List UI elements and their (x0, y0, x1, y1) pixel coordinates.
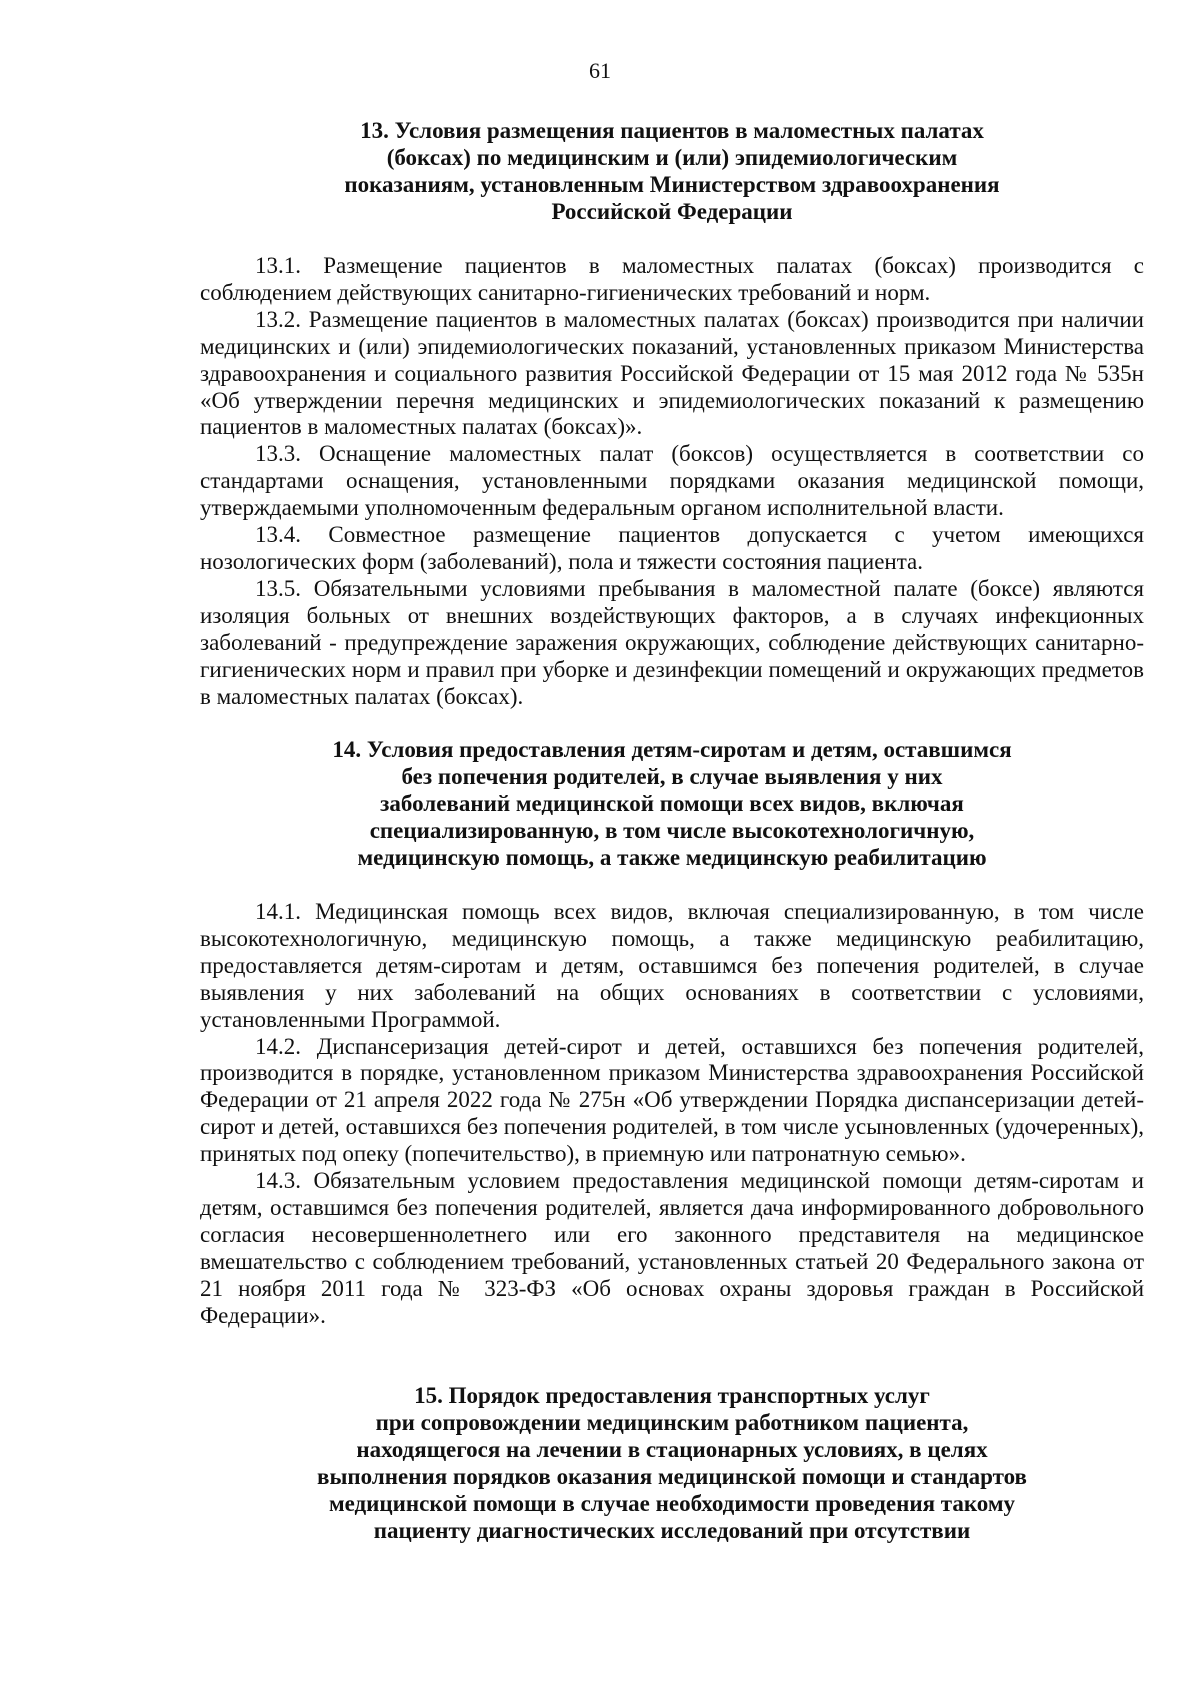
title-line: Российской Федерации (551, 198, 793, 224)
paragraph-13-3: 13.3. Оснащение маломестных палат (боксов) осуществляется в соответствии со стандартами оснащения, установленными порядками оказания медицинской помощи, утверждаемыми уполномоченным федеральным органом исполнительной власти. (200, 441, 1144, 521)
title-line: 15. Порядок предоставления транспортных услуг (414, 1383, 930, 1408)
title-line: пациенту диагностических исследований при отсутствии (373, 1517, 971, 1543)
title-line: медицинскую помощь, а также медицинскую реабилитацию (357, 844, 987, 870)
section-14-title (200, 737, 1144, 872)
page-number: 61 (589, 58, 611, 83)
paragraph-14-1: 14.1. Медицинская помощь всех видов, включая специализированную, в том числе высокотехнологичную, медицинскую помощь, а также медицинскую реабилитацию, предоставляется детям-сиротам и детям, оставшимся без попечения родителей, в случае выявления у них заболеваний на общих основаниях в соответствии с условиями, установленными Программой. (200, 899, 1144, 1032)
paragraph-13-5: 13.5. Обязательными условиями пребывания в маломестной палате (боксе) являются изоляция больных от внешних воздействующих факторов, а в случаях инфекционных заболеваний - предупреждение заражения окружающих, соблюдение действующих санитарно-гигиенических норм и правил при уборке и дезинфекции помещений и окружающих предметов в маломестных палатах (боксах). (200, 575, 1144, 709)
title-line: выполнения порядков оказания медицинской помощи и стандартов (317, 1463, 1027, 1489)
title-line: при сопровождении медицинским работником пациента, (375, 1409, 969, 1435)
title-line: находящегося на лечении в стационарных условиях, в целях (356, 1436, 988, 1462)
section-15-title (200, 1383, 1144, 1544)
title-line: заболеваний медицинской помощи всех видов, включая (380, 790, 964, 816)
paragraph-14-2: 14.2. Диспансеризация детей-сирот и детей, оставшихся без попечения родителей, производится в порядке, установленном приказом Министерства здравоохранения Российской Федерации от 21 апреля 2022 года № 275н «Об утверждении Порядка диспансеризации детей-сирот и детей, оставшихся без попечения родителей, в том числе усыновленных (удочеренных), принятых под опеку (попечительство), в приемную или патронатную семью». (200, 1033, 1144, 1167)
title-line: специализированную, в том числе высокотехнологичную, (369, 817, 975, 843)
paragraph-13-2: 13.2. Размещение пациентов в маломестных палатах (боксах) производится при наличии медицинских и (или) эпидемиологических показаний, установленных приказом Министерства здравоохранения и социального развития Российской Федерации от 15 мая 2012 года № 535н «Об утверждении перечня медицинских и эпидемиологических показаний к размещению пациентов в маломестных палатах (боксах)». (200, 306, 1144, 440)
paragraph-13-4: 13.4. Совместное размещение пациентов допускается с учетом имеющихся нозологических форм (заболеваний), пола и тяжести состояния пациента. (200, 522, 1144, 574)
title-line: (боксах) по медицинским и (или) эпидемиологическим (386, 144, 958, 170)
section-13-body (200, 253, 1144, 710)
paragraph-13-1: 13.1. Размещение пациентов в маломестных палатах (боксах) производится с соблюдением действующих санитарно-гигиенических требований и норм. (200, 253, 1144, 305)
title-line: без попечения родителей, в случае выявления у них (401, 763, 943, 789)
section-13-title (200, 118, 1144, 226)
section-14-body (200, 899, 1144, 1330)
title-line: 13. Условия размещения пациентов в маломестных палатах (360, 118, 984, 143)
title-line: медицинской помощи в случае необходимости проведения такому (328, 1490, 1016, 1516)
title-line: 14. Условия предоставления детям-сиротам и детям, оставшимся (332, 737, 1012, 762)
title-line: показаниям, установленным Министерством здравоохранения (344, 171, 1000, 197)
paragraph-14-3: 14.3. Обязательным условием предоставления медицинской помощи детям-сиротам и детям, оставшимся без попечения родителей, является дача информированного добровольного согласия несовершеннолетнего или его законного представителя на медицинское вмешательство с соблюдением требований, установленных статьей 20 Федерального закона от 21 ноября 2011 года № 323-ФЗ «Об основах охраны здоровья граждан в Российской Федерации». (200, 1168, 1144, 1328)
